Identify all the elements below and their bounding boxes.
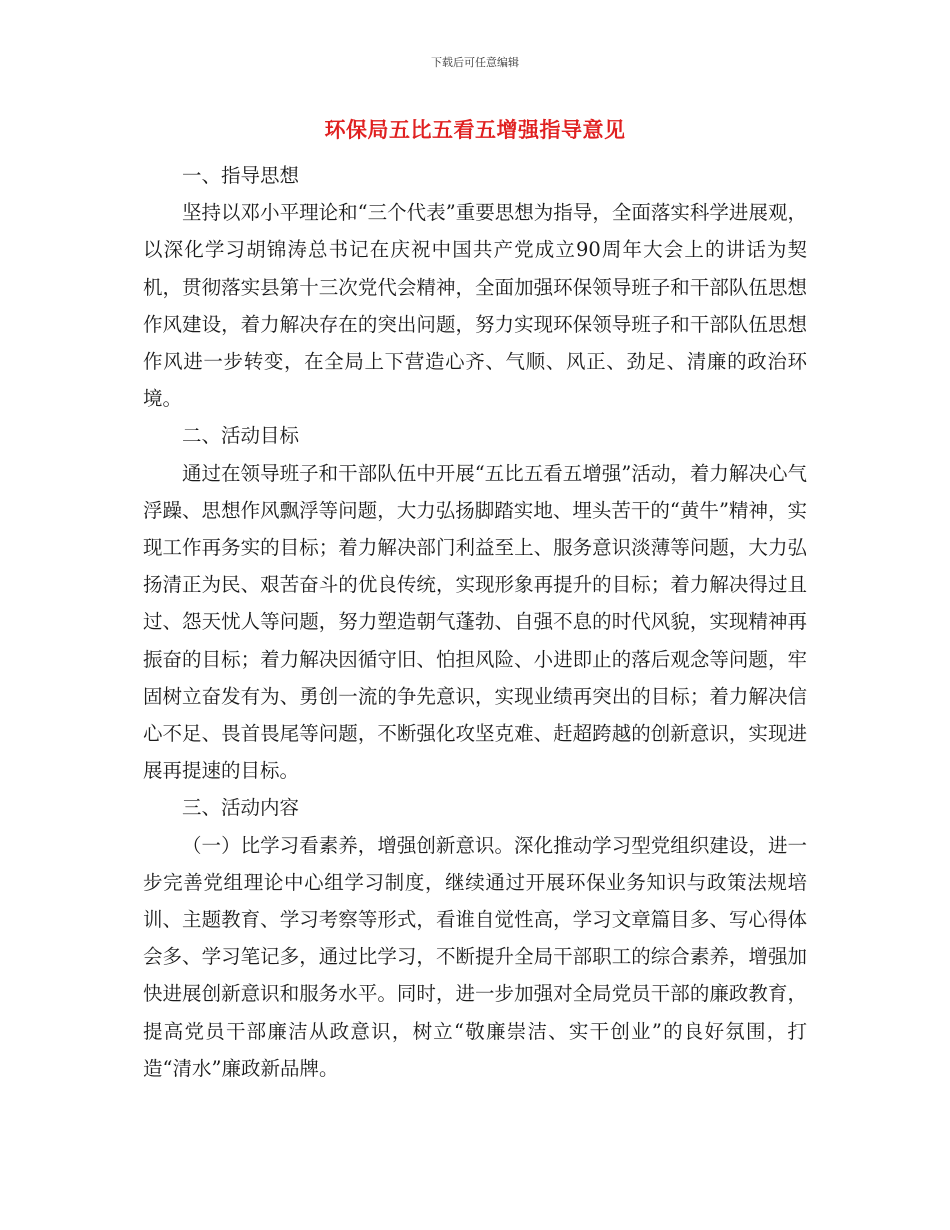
section-heading-3: 三、活动内容 xyxy=(182,796,300,820)
download-note: 下载后可任意编辑 xyxy=(431,56,519,69)
section-paragraph-1: 坚持以邓小平理论和“三个代表”重要思想为指导，全面落实科学进展观，以深化学习胡锦涛总书记在庆祝中国共产党成立90周年大会上的讲话为契机，贯彻落实县第十三次党代会精神，全面加强环保领导班子和干部队伍思想作风建设，着力解决存在的突出问题，努力实现环保领导班子和干部队伍思想作风进一步转变，在全局上下营造心齐、气顺、风正、劲足、清廉的政治环境。 xyxy=(143,201,807,411)
section-heading-2: 二、活动目标 xyxy=(182,424,300,448)
document-body xyxy=(143,157,807,1087)
section-paragraph-3: （一）比学习看素养，增强创新意识。深化推动学习型党组织建设，进一步完善党组理论中心组学习制度，继续通过开展环保业务知识与政策法规培训、主题教育、学习考察等形式，看谁自觉性高，学习文章篇目多、写心得体会多、学习笔记多，通过比学习，不断提升全局干部职工的综合素养，增强加快进展创新意识和服务水平。同时，进一步加强对全局党员干部的廉政教育，提高党员干部廉洁从政意识，树立“敬廉崇洁、实干创业”的良好氛围，打造“清水”廉政新品牌。 xyxy=(143,833,807,1080)
section-paragraph-2: 通过在领导班子和干部队伍中开展“五比五看五增强”活动，着力解决心气浮躁、思想作风飘浮等问题，大力弘扬脚踏实地、埋头苦干的“黄牛”精神，实现工作再务实的目标；着力解决部门利益至上、服务意识淡薄等问题，大力弘扬清正为民、艰苦奋斗的优良传统，实现形象再提升的目标；着力解决得过且过、怨天忧人等问题，努力塑造朝气蓬勃、自强不息的时代风貌，实现精神再振奋的目标；着力解决因循守旧、怕担风险、小进即止的落后观念等问题，牢固树立奋发有为、勇创一流的争先意识，实现业绩再突出的目标；着力解决信心不足、畏首畏尾等问题，不断强化攻坚克难、赶超跨越的创新意识，实现进展再提速的目标。 xyxy=(143,461,807,783)
document-title: 环保局五比五看五增强指导意见 xyxy=(324,118,626,142)
section-heading-1: 一、指导思想 xyxy=(182,164,300,187)
